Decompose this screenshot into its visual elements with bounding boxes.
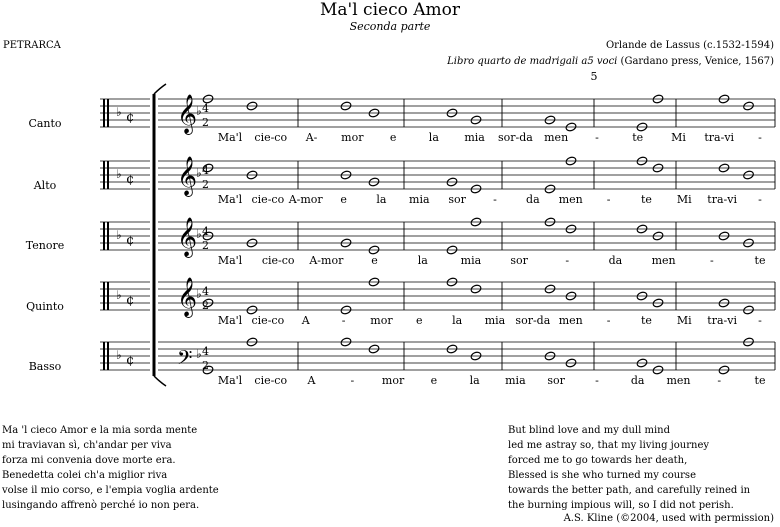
time-signature-bottom: 2	[202, 116, 209, 129]
time-signature-bottom: 2	[202, 178, 209, 191]
poem-italian-line: lusingando affrenò perché io non pera.	[2, 500, 200, 511]
lyric-syllable: da	[630, 374, 645, 387]
lyric-syllable: la	[469, 374, 480, 387]
lyric-syllable: cie-co	[251, 193, 285, 206]
lyric-syllable: -	[709, 254, 714, 267]
lyric-syllable: e	[371, 254, 378, 267]
lyric-syllable: la	[417, 254, 428, 267]
poem-italian-line: mi traviavan sì, ch'andar per viva	[2, 440, 172, 451]
lyric-syllable: tra-vi	[707, 314, 737, 327]
treble-clef: 𝄞	[177, 217, 198, 257]
lyric-syllable: mia	[484, 314, 506, 327]
time-signature-top: 4	[202, 345, 209, 358]
lyric-syllable: sor	[510, 254, 528, 267]
lyric-syllable: tra-vi	[707, 193, 737, 206]
key-flat: ♭	[196, 347, 202, 361]
voice-label-alto: Alto	[33, 179, 57, 192]
lyric-syllable: la	[376, 193, 387, 206]
poem-english-line: But blind love and my dull mind	[508, 425, 671, 436]
poem-english-line: towards the better path, and carefully reined in	[508, 485, 751, 496]
lyric-syllable: -	[493, 193, 497, 206]
lyric-syllable: men	[666, 374, 691, 387]
time-signature-top: 4	[202, 102, 209, 115]
incipit-time-signature: ¢	[126, 172, 135, 187]
incipit-time-signature: ¢	[126, 293, 135, 308]
voice-label-canto: Canto	[28, 117, 62, 130]
lyric-syllable: cie-co	[251, 314, 285, 327]
lyric-syllable: -	[595, 131, 599, 144]
piece-title: Ma'l cieco Amor	[320, 0, 460, 20]
composer-name: Orlande de Lassus (c.1532-1594)	[605, 40, 774, 51]
poem-italian-line: volse il mio corso, e l'empia voglia ardente	[2, 485, 219, 496]
lyric-syllable: -	[595, 374, 599, 387]
lyric-syllable: la	[452, 314, 463, 327]
voice-label-tenore: Tenore	[25, 239, 65, 252]
lyric-syllable: Ma'l	[217, 193, 243, 206]
treble-clef: 𝄞	[177, 94, 198, 134]
lyric-syllable: mia	[409, 193, 430, 206]
voice-label-basso: Basso	[28, 360, 62, 373]
time-signature-top: 4	[202, 164, 209, 177]
lyric-syllable: cie-co	[261, 254, 295, 267]
bass-clef: 𝄢	[177, 346, 193, 374]
lyric-syllable: -	[758, 131, 762, 144]
source-book-title: Libro quarto de madrigali a5 voci	[447, 56, 618, 67]
lyric-syllable: -	[565, 254, 570, 267]
lyric-syllable: Ma'l	[217, 314, 243, 327]
lyric-syllable: -	[606, 314, 611, 327]
lyric-syllable: A	[301, 314, 310, 327]
lyric-syllable: men	[558, 314, 583, 327]
translation-credit: A.S. Kline (©2004, used with permission)	[563, 513, 774, 524]
lyric-syllable: mor	[381, 374, 405, 387]
poem-italian-line: Benedetta colei ch'a miglior riva	[2, 470, 168, 481]
lyric-syllable: e	[389, 131, 397, 144]
lyric-syllable: e	[430, 374, 438, 387]
lyric-syllable: e	[340, 193, 347, 206]
lyric-syllable: Mi	[676, 314, 692, 327]
lyric-syllable: -	[717, 374, 722, 387]
lyric-syllable: sor-da	[497, 131, 533, 144]
poem-english-line: the burning impious will, so I did not perish.	[508, 500, 734, 511]
poem-english	[508, 423, 750, 513]
lyric-syllable: men	[651, 254, 676, 267]
incipit-time-signature: ¢	[126, 233, 135, 248]
treble-clef: 𝄞	[177, 277, 198, 317]
incipit-flat: ♭	[116, 167, 122, 181]
key-flat: ♭	[196, 104, 202, 118]
lyric-syllable: -	[758, 314, 762, 327]
system-bracket-top	[154, 84, 166, 94]
lyric-syllable: mia	[460, 254, 482, 267]
system-bracket-bottom	[154, 376, 166, 386]
lyric-syllable: sor	[547, 374, 565, 387]
lyric-syllable: te	[640, 314, 652, 327]
incipit-flat: ♭	[116, 105, 122, 119]
lyric-syllable: sor-da	[515, 314, 551, 327]
lyric-syllable: men	[558, 193, 583, 206]
lyric-syllable: te	[754, 374, 766, 387]
lyric-syllable: da	[526, 193, 540, 206]
poem-italian-line: Ma 'l cieco Amor e la mia sorda mente	[2, 425, 198, 436]
key-flat: ♭	[196, 287, 202, 301]
poem-english-line: Blessed is she who turned my course	[508, 470, 696, 481]
lyric-syllable: sor	[448, 193, 466, 206]
source-publisher: (Gardano press, Venice, 1567)	[617, 56, 774, 67]
lyric-syllable: Mi	[671, 131, 686, 144]
time-signature-top: 4	[202, 225, 209, 238]
lyric-syllable: -	[758, 193, 762, 206]
time-signature-bottom: 2	[202, 239, 209, 252]
lyric-syllable: da	[608, 254, 623, 267]
poem-italian-line: forza mi convenia dove morte era.	[2, 455, 176, 466]
measure-number: 5	[590, 70, 598, 83]
lyric-syllable: mia	[505, 374, 526, 387]
poem-italian	[2, 423, 219, 513]
lyric-syllable: te	[754, 254, 766, 267]
lyric-syllable: cie-co	[254, 131, 288, 144]
lyric-syllable: mor	[370, 314, 393, 327]
lyric-syllable: te	[640, 193, 652, 206]
lyric-syllable: Mi	[676, 193, 692, 206]
incipit-flat: ♭	[116, 228, 122, 242]
lyric-syllable: te	[632, 131, 644, 144]
lyric-syllable: A	[307, 374, 316, 387]
lyric-syllable: mor	[341, 131, 364, 144]
poem-english-line: led me astray so, that my living journey	[508, 440, 710, 451]
lyric-syllable: A-mor	[309, 254, 344, 267]
lyric-syllable: cie-co	[254, 374, 288, 387]
treble-clef: 𝄞	[177, 156, 198, 196]
piece-subtitle: Seconda parte	[349, 20, 431, 33]
time-signature-bottom: 2	[202, 359, 209, 372]
lyric-syllable: -	[341, 314, 346, 327]
poem-english-line: forced me to go towards her death,	[508, 455, 688, 466]
time-signature-bottom: 2	[202, 299, 209, 312]
lyric-syllable: mia	[464, 131, 485, 144]
lyric-syllable: Ma'l	[217, 131, 243, 144]
lyric-syllable: Ma'l	[217, 254, 243, 267]
lyric-syllable: A-	[305, 131, 318, 144]
voice-label-quinto: Quinto	[26, 300, 64, 313]
incipit-time-signature: ¢	[126, 353, 135, 368]
incipit-time-signature: ¢	[126, 110, 135, 125]
lyric-syllable: A-mor	[288, 193, 323, 206]
incipit-flat: ♭	[116, 288, 122, 302]
incipit-flat: ♭	[116, 348, 122, 362]
lyric-syllable: tra-vi	[704, 131, 735, 144]
lyric-syllable: Ma'l	[217, 374, 243, 387]
time-signature-top: 4	[202, 285, 209, 298]
lyric-syllable: men	[544, 131, 569, 144]
lyric-syllable: la	[428, 131, 439, 144]
lyric-syllable: -	[606, 193, 611, 206]
poet-name: PETRARCA	[3, 40, 61, 51]
key-flat: ♭	[196, 166, 202, 180]
lyric-syllable: -	[350, 374, 355, 387]
key-flat: ♭	[196, 227, 202, 241]
lyric-syllable: e	[416, 314, 423, 327]
